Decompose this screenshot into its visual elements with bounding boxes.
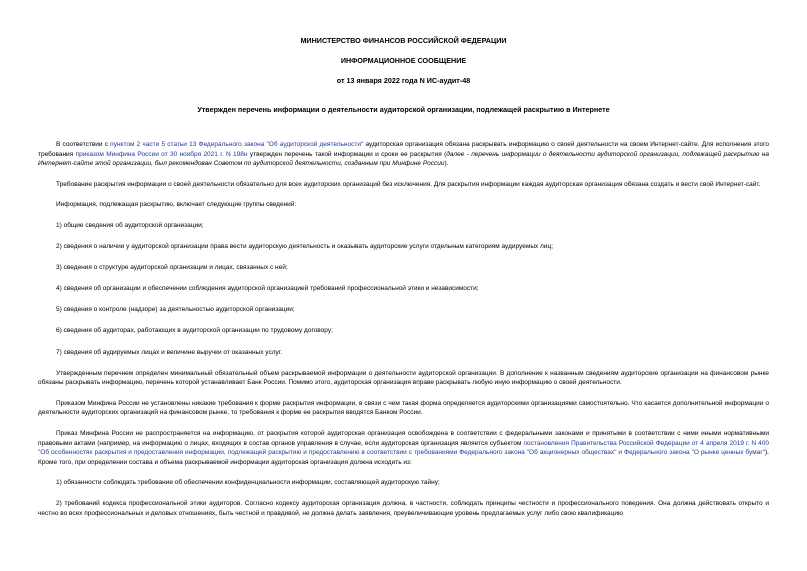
resolution-link[interactable]: постановления Правительства Российской Федерации от 4 апреля 2019 г. N 400 "Об особенностях раскрытия и предоставления информации, подлежащей раскрытию и предоставлению в соответствии с требованиями Федерального закона "Об акционерных обществах" и Федерального закона "О рынке ценных бумаг" [38,439,770,457]
list-item: 7) сведения об аудируемых лицах и величине выручки от оказанных услуг. [56,348,283,356]
paragraph-intro: В соответствии с пунктом 2 части 5 статьи 13 Федерального закона "Об аудиторской деятельности" аудиторская организация обязана раскрывать информацию о своей деятельности на своем Интернет-сайте. Для исполнения этого требования приказом Минфина России от 30 ноября 2021 г. N 198н утвержден перечень такой информации и сроки ее раскрытия (далее - перечень информации о деятельности аудиторской организации, подлежащей раскрытию на Интернет-сайте этой организации, был рекомендован Советом по аудиторской деятельности, созданным при Минфине России). [38,141,769,168]
ministry-heading: МИНИСТЕРСТВО ФИНАНСОВ РОССИЙСКОЙ ФЕДЕРАЦИИ [300,36,507,45]
document-body [38,140,769,529]
list-item: 3) сведения о структуре аудиторской организации и лицах, связанных с ней; [56,264,288,272]
list-item: 6) сведения об аудиторах, работающих в аудиторской организации по трудовому договору; [56,327,333,335]
list-item: 2) сведения о наличии у аудиторской организации права вести аудиторскую деятельность и оказывать аудиторские услуги отдельным категориям аудируемых лиц; [56,243,554,251]
paragraph-sub-2: 2) требований кодекса профессиональной этики аудиторов. Согласно кодексу аудиторская организация должна, в частности, соблюдать принципы честности и профессионального поведения. Она должна действовать открыто и честно во всех профессиональных и деловых отношениях, быть честной и правдивой, не должна делать заявления, преувеличивающие уровень предлагаемых услуг либо свою квалификацию [38,499,769,517]
paragraph-sub-1: 1) обязанности соблюдать требование об обеспечении конфиденциальности информации, составляющей аудиторскую тайну; [56,479,440,487]
paragraph-exemptions: Приказ Минфина России не распространяется на информацию, от раскрытия которой аудиторская организация освобождена в соответствии с федеральными законами и принятыми в соответствии с ними иными нормативными правовыми актами (например, на информацию о лицах, входящих в состав органов управления в случае, если аудиторская организация является субъектом постановления Правительства Российской Федерации от 4 апреля 2019 г. N 400 "Об особенностях раскрытия и предоставления информации, подлежащей раскрытию и предоставлению в соответствии с требованиями Федерального закона "Об акционерных обществах" и Федерального закона "О рынке ценных бумаг"). Кроме того, при определении состава и объема раскрываемой информации аудиторская организация должна исходить из: [38,430,770,466]
paragraph-groups-intro: Информация, подлежащая раскрытию, включает следующие группы сведений: [56,201,297,209]
document-title: Утвержден перечень информации о деятельности аудиторской организации, подлежащей раскрытию в Интернете [197,105,610,114]
order-link[interactable]: приказом Минфина России от 30 ноября 2021 г. N 198н [75,150,248,158]
paragraph-minimum-scope: Утвержденным перечнем определен минимальный обязательный объем раскрываемой информации о деятельности аудиторской организации. В дополнение к названным сведениям аудиторские организации на финансовом рынке обязаны раскрывать информацию, перечень которой устанавливает Банк России. Помимо этого, аудиторская организация вправе раскрывать любую иную информацию о своей деятельности. [38,369,769,387]
law-link[interactable]: пунктом 2 части 5 статьи 13 Федерального закона "Об аудиторской деятельности" [110,141,364,148]
paragraph-form: Приказом Минфина России не установлены никакие требования к форме раскрытия информации, в связи с чем такая форма определяется аудиторскими организациями самостоятельно. Что касается дополнительной информации о деятельности аудиторских организаций на финансовом рынке, то требования к форме ее раскрытия вводятся Банком России. [38,399,769,417]
list-item: 4) сведения об организации и обеспечении соблюдения аудиторской организацией требований профессиональной этики и независимости; [56,285,479,293]
list-item: 1) общие сведения об аудиторской организации; [56,221,204,229]
document-type: ИНФОРМАЦИОННОЕ СООБЩЕНИЕ [340,56,467,65]
paragraph-requirement: Требование раскрытия информации о своей деятельности обязательно для всех аудиторских организаций без исключения. Для раскрытия информации каждая аудиторская организация обязана создать и вести свой Интернет-сайт. [56,180,761,188]
list-item: 5) сведения о контроле (надзоре) за деятельностью аудиторской организации; [56,306,295,314]
document-date: от 13 января 2022 года N ИС-аудит-48 [336,76,471,85]
